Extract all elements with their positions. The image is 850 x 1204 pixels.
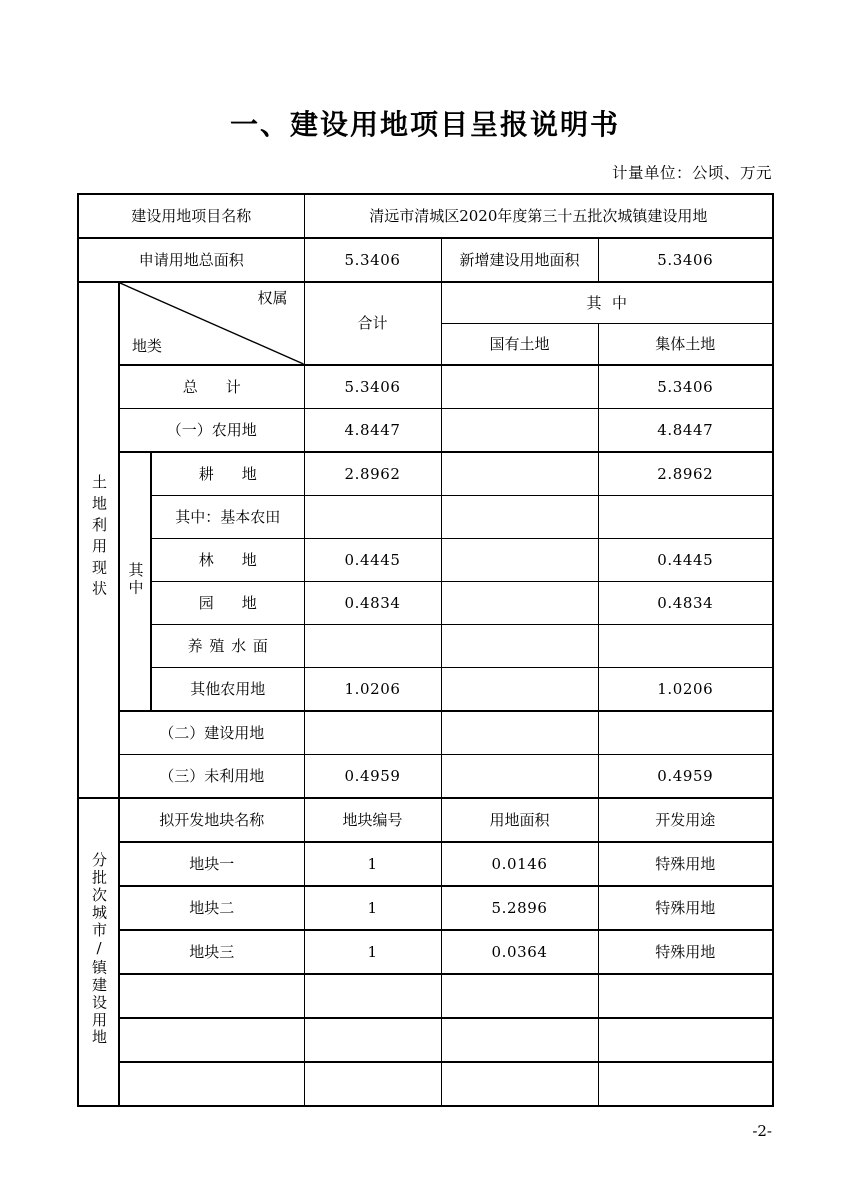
cell-plot-purpose: 特殊用地 — [598, 886, 773, 930]
cell-total: 4.8447 — [304, 409, 441, 453]
table-row — [78, 755, 773, 799]
column-header-state-owned: 国有土地 — [441, 324, 598, 366]
cell-plot-name — [119, 974, 304, 1018]
cell-collective: 0.4834 — [598, 582, 773, 625]
row-label-grand-total: 总 计 — [119, 365, 304, 409]
column-header-plot-code: 地块编号 — [304, 798, 441, 842]
cell-state — [441, 452, 598, 496]
table-row — [78, 582, 773, 625]
cell-plot-name: 地块三 — [119, 930, 304, 974]
cell-collective: 0.4445 — [598, 539, 773, 582]
cell-state — [441, 755, 598, 799]
column-header-plot-purpose: 开发用途 — [598, 798, 773, 842]
cell-state — [441, 711, 598, 755]
table-row-areas — [78, 238, 773, 282]
table-row — [78, 711, 773, 755]
cell-plot-name: 地块二 — [119, 886, 304, 930]
table-row — [78, 842, 773, 886]
table-row-project-name — [78, 194, 773, 238]
cell-plot-purpose — [598, 1062, 773, 1106]
row-label-basic-farmland: 其中：基本农田 — [151, 496, 304, 539]
table-row — [78, 886, 773, 930]
land-use-status-side-label — [78, 282, 119, 798]
cell-collective: 1.0206 — [598, 668, 773, 712]
cell-plot-code — [304, 1062, 441, 1106]
cell-plot-code: 1 — [304, 930, 441, 974]
cell-state — [441, 625, 598, 668]
cell-plot-purpose — [598, 1018, 773, 1062]
cell-plot-purpose: 特殊用地 — [598, 930, 773, 974]
row-label-forest-land: 林 地 — [151, 539, 304, 582]
row-label-garden-land: 园 地 — [151, 582, 304, 625]
cell-state — [441, 365, 598, 409]
table-row — [78, 1018, 773, 1062]
table-row-plots-header — [78, 798, 773, 842]
project-name-value: 清远市清城区2020年度第三十五批次城镇建设用地 — [304, 194, 773, 238]
landtype-header-label: 地类 — [132, 337, 163, 356]
matrix-corner-header — [119, 282, 304, 365]
cell-state — [441, 539, 598, 582]
ownership-header-label: 权属 — [257, 289, 288, 307]
column-header-among: 其中 — [441, 282, 773, 324]
measurement-unit-note: 计量单位：公顷、万元 — [611, 164, 772, 182]
cell-collective: 0.4959 — [598, 755, 773, 799]
cell-total — [304, 496, 441, 539]
cell-state — [441, 496, 598, 539]
table-row — [78, 974, 773, 1018]
table-row — [78, 452, 773, 496]
table-row — [78, 539, 773, 582]
cell-total: 0.4959 — [304, 755, 441, 799]
cell-total: 2.8962 — [304, 452, 441, 496]
cell-plot-purpose: 特殊用地 — [598, 842, 773, 886]
new-construction-area-value: 5.3406 — [598, 238, 773, 282]
cell-plot-code — [304, 1018, 441, 1062]
row-label-agricultural-land: （一）农用地 — [119, 409, 304, 453]
column-header-total: 合计 — [304, 282, 441, 365]
cell-plot-name — [119, 1018, 304, 1062]
project-name-label: 建设用地项目名称 — [78, 194, 304, 238]
plots-side-label-text: 分批次城市/镇建设用地 — [90, 852, 108, 1047]
row-label-unused-land: （三）未利用地 — [119, 755, 304, 799]
cell-plot-name — [119, 1062, 304, 1106]
cell-total — [304, 711, 441, 755]
table-row — [78, 1062, 773, 1106]
cell-plot-area — [441, 1018, 598, 1062]
column-header-plot-area: 用地面积 — [441, 798, 598, 842]
cell-collective — [598, 625, 773, 668]
cell-plot-area: 0.0146 — [441, 842, 598, 886]
column-header-plot-name: 拟开发地块名称 — [119, 798, 304, 842]
cell-plot-code: 1 — [304, 842, 441, 886]
among-sub-label — [119, 452, 151, 711]
cell-collective: 2.8962 — [598, 452, 773, 496]
cell-plot-area — [441, 974, 598, 1018]
total-area-label: 申请用地总面积 — [78, 238, 304, 282]
row-label-cultivated-land: 耕 地 — [151, 452, 304, 496]
page-number: -2- — [752, 1122, 772, 1140]
total-area-value: 5.3406 — [304, 238, 441, 282]
table-row — [78, 409, 773, 453]
cell-total: 0.4445 — [304, 539, 441, 582]
cell-plot-name: 地块一 — [119, 842, 304, 886]
cell-state — [441, 582, 598, 625]
table-row — [78, 365, 773, 409]
row-label-other-agricultural-land: 其他农用地 — [151, 668, 304, 712]
cell-collective: 5.3406 — [598, 365, 773, 409]
cell-total — [304, 625, 441, 668]
new-construction-area-label: 新增建设用地面积 — [441, 238, 598, 282]
table-row — [78, 668, 773, 712]
cell-plot-area: 0.0364 — [441, 930, 598, 974]
plots-side-label — [78, 798, 119, 1106]
cell-collective — [598, 496, 773, 539]
cell-state — [441, 409, 598, 453]
page-title: 一、建设用地项目呈报说明书 — [229, 108, 620, 141]
table-row — [78, 496, 773, 539]
cell-plot-purpose — [598, 974, 773, 1018]
cell-total: 5.3406 — [304, 365, 441, 409]
cell-total: 1.0206 — [304, 668, 441, 712]
column-header-collective: 集体土地 — [598, 324, 773, 366]
row-label-construction-land: （二）建设用地 — [119, 711, 304, 755]
land-requisition-table — [77, 193, 774, 1107]
table-row-matrix-header-top — [78, 282, 773, 324]
cell-plot-area: 5.2896 — [441, 886, 598, 930]
table-row — [78, 930, 773, 974]
row-label-aquaculture-surface: 养殖水面 — [151, 625, 304, 668]
among-sub-label-text: 其中 — [126, 561, 145, 597]
cell-plot-code — [304, 974, 441, 1018]
cell-collective — [598, 711, 773, 755]
cell-total: 0.4834 — [304, 582, 441, 625]
cell-state — [441, 668, 598, 712]
cell-plot-area — [441, 1062, 598, 1106]
cell-collective: 4.8447 — [598, 409, 773, 453]
land-use-status-side-label-text: 土地利用现状 — [90, 473, 108, 602]
cell-plot-code: 1 — [304, 886, 441, 930]
table-row — [78, 625, 773, 668]
